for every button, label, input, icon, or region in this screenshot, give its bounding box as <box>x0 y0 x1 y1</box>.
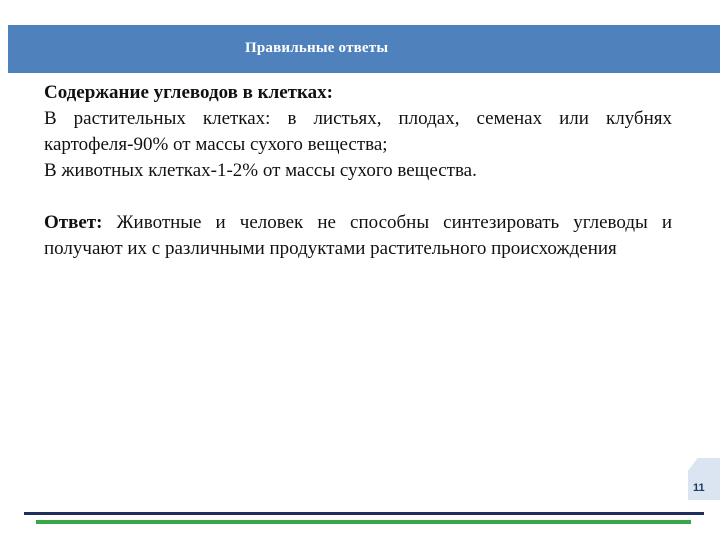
animal-carbs-text: В животных клетках-1-2% от массы сухого вещества. <box>44 160 477 181</box>
slide-title: Правильные ответы <box>245 40 389 56</box>
paragraph-spacer <box>44 184 672 210</box>
footer-rule-green <box>36 520 691 524</box>
answer-text: Животные и человек не способны синтезировать углеводы и получают их с различными продуктами растительного происхождения <box>44 212 672 259</box>
content-heading: Содержание углеводов в клетках: <box>44 82 333 103</box>
plant-carbs-text: В растительных клетках: в листьях, плодах, семенах или клубнях картофеля-90% от массы сухого вещества; <box>44 108 672 155</box>
footer-rule-navy <box>24 512 704 515</box>
answer-label: Ответ: <box>44 212 103 233</box>
slide-content <box>44 80 672 262</box>
answer-paragraph <box>44 210 672 262</box>
page-number: 11 <box>693 482 705 494</box>
